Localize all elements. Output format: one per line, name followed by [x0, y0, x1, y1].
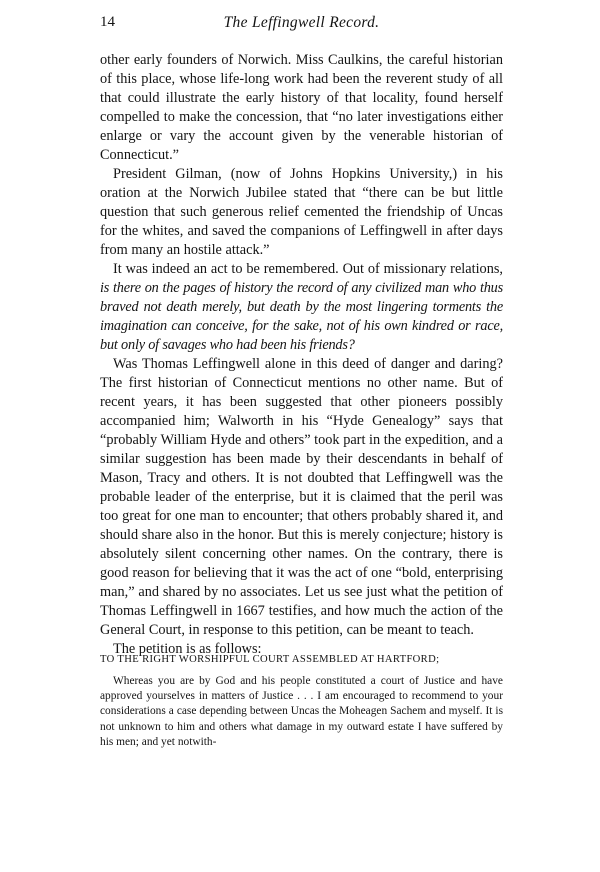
paragraph-missionary-relations: [100, 260, 503, 355]
page-number: 14: [100, 14, 115, 30]
body-text: [100, 51, 503, 659]
paragraph-caulkins: other early founders of Norwich. Miss Caulkins, the careful historian of this place, whose life-long work had been the reverent study of all that could illustrate the early history of that locality, found herself compelled to make the concession, that “no later investigations either enlarge or vary the account given by the venerable historian of Connecticut.”: [100, 52, 503, 163]
running-title: The Leffingwell Record.: [223, 14, 380, 31]
petition-heading: TO THE RIGHT WORSHIPFUL COURT ASSEMBLED AT HARTFORD;: [100, 654, 440, 665]
italic-passage: is there on the pages of history the record of any civilized man who thus braved not death merely, but death by the most lingering torments the imagination can conceive, for the sake, not of his own kindred or race, but only of savages who had been his friends?: [100, 280, 503, 353]
petition-quote: [100, 674, 503, 750]
petition-text: Whereas you are by God and his people constituted a court of Justice and have approved yourselves in matters of Justice . . . I am encouraged to recommend to your considerations a case depending between Uncas the Moheagen Sachem and myself. It is not unknown to him and others what damage in my outward estate I have suffered by his men; and yet notwith-: [100, 675, 503, 748]
running-head: [100, 14, 503, 36]
paragraph-petition-intro: The petition is as follows:: [113, 641, 262, 657]
paragraph-gilman: President Gilman, (now of Johns Hopkins University,) in his oration at the Norwich Jubilee stated that “there can be but little question that such generous relief cemented the friendship of Uncas for the whites, and saved the companions of Leffingwell in after days from many an hostile attack.”: [100, 166, 503, 258]
paragraph-missionary-relations-lead: It was indeed an act to be remembered. Out of missionary relations,: [113, 261, 503, 277]
paragraph-leffingwell-alone: Was Thomas Leffingwell alone in this deed of danger and daring? The first historian of Connecticut mentions no other name. But of recent years, it has been suggested that other pioneers possibly accompanied him; Walworth in his “Hyde Genealogy” says that “probably William Hyde and others” took part in the expedition, and a similar suggestion has been made by their descendants in behalf of Mason, Tracy and others. It is not doubted that Leffingwell was the probable leader of the enterprise, but it is claimed that the peril was too great for one man to encounter; that others probably shared it, and should share also in the honor. But this is merely conjecture; history is absolutely silent concerning other names. On the contrary, there is good reason for believing that it was the act of one “bold, enterprising man,” and shared by no associates. Let us see just what the petition of Thomas Leffingwell in 1667 testifies, and how much the action of the General Court, in response to this petition, can be meant to teach.: [100, 356, 503, 638]
